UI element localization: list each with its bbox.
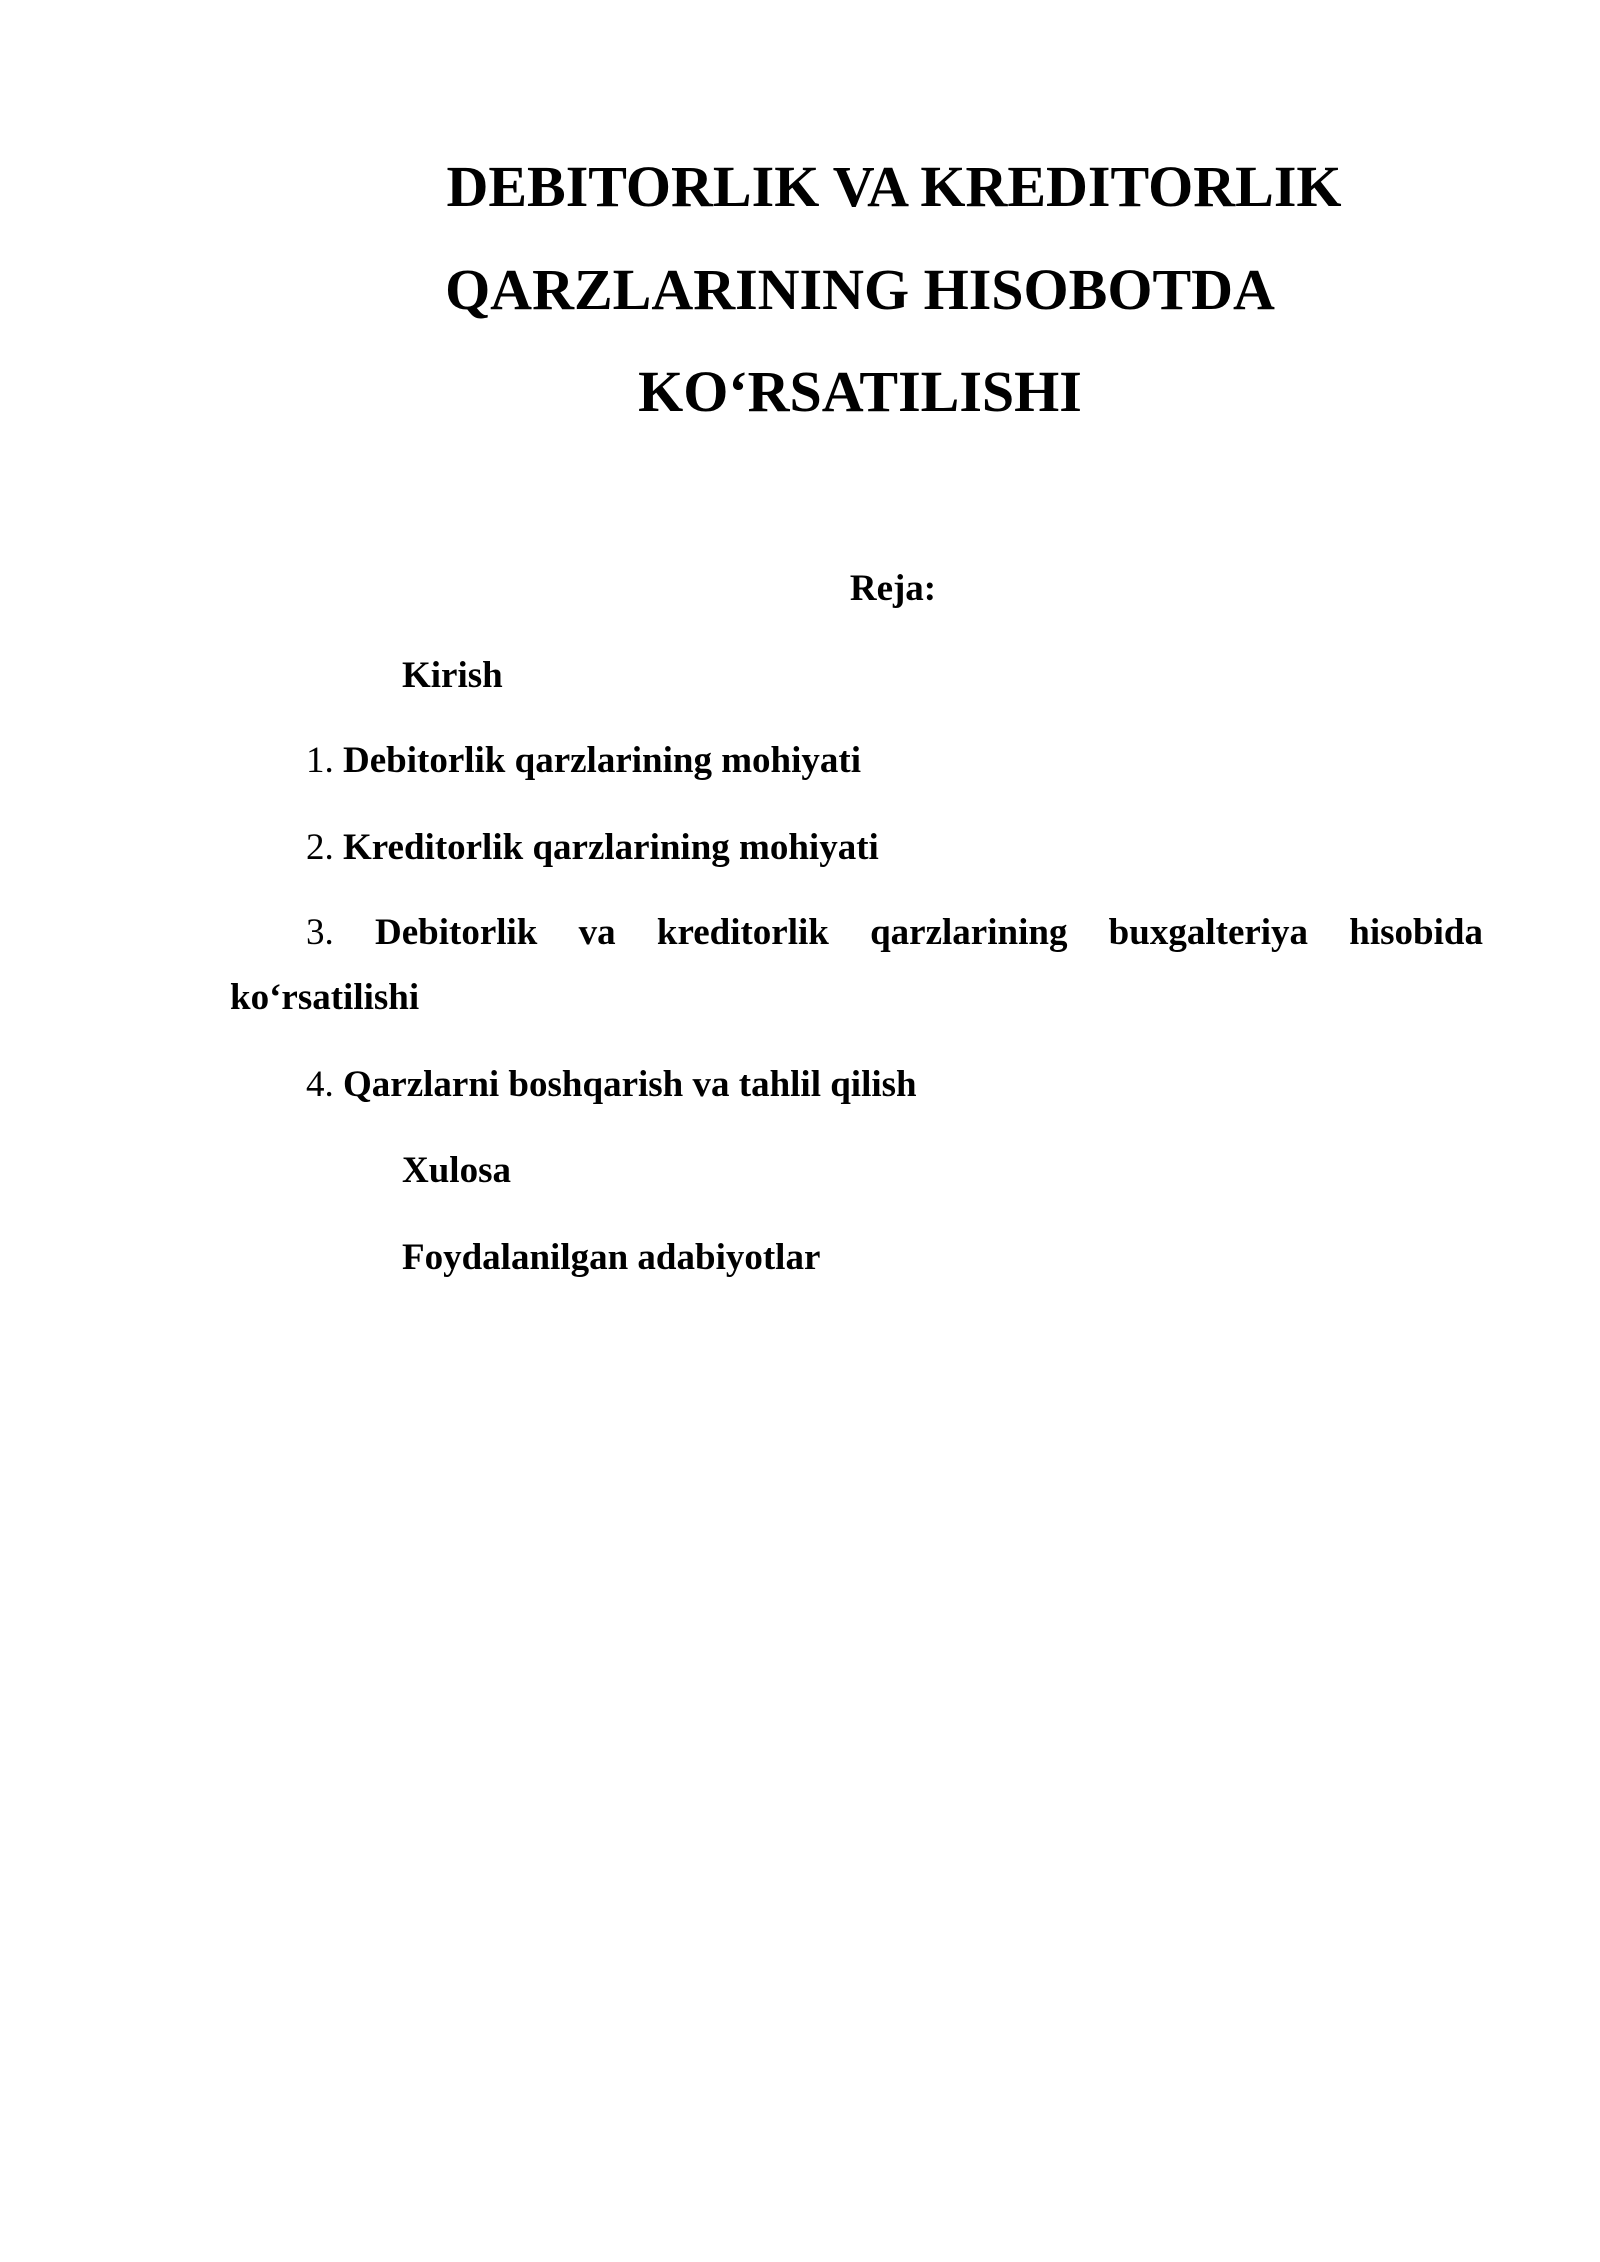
- plan-item-text: Qarzlarni boshqarish va tahlil qilish: [343, 1064, 917, 1105]
- plan-item-4: [306, 1052, 917, 1117]
- plan-item-conclusion: Xulosa: [402, 1150, 511, 1191]
- plan-item-number: 2.: [306, 827, 334, 868]
- document-title-line-3: KO‘RSATILISHI: [638, 359, 1082, 424]
- plan-item-number: 3.: [306, 912, 334, 953]
- document-title-line-1: DEBITORLIK VA KREDITORLIK: [446, 154, 1342, 219]
- plan-item-1: [306, 728, 861, 793]
- plan-item-number: 1.: [306, 740, 334, 781]
- plan-item-references: Foydalanilgan adabiyotlar: [402, 1237, 821, 1278]
- plan-item-3: [230, 900, 1483, 1030]
- plan-item-intro: Kirish: [402, 655, 503, 696]
- plan-item-text: Debitorlik qarzlarining mohiyati: [343, 740, 861, 781]
- plan-item-text: Kreditorlik qarzlarining mohiyati: [343, 827, 879, 868]
- plan-item-2: [306, 815, 879, 880]
- document-title-line-2: QARZLARINING HISOBOTDA: [445, 257, 1275, 322]
- plan-item-text: Debitorlik va kreditorlik qarzlarining buxgalteriya hisobida ko‘rsatilishi: [230, 912, 1483, 1018]
- plan-item-number: 4.: [306, 1064, 334, 1105]
- plan-heading: Reja:: [849, 568, 937, 609]
